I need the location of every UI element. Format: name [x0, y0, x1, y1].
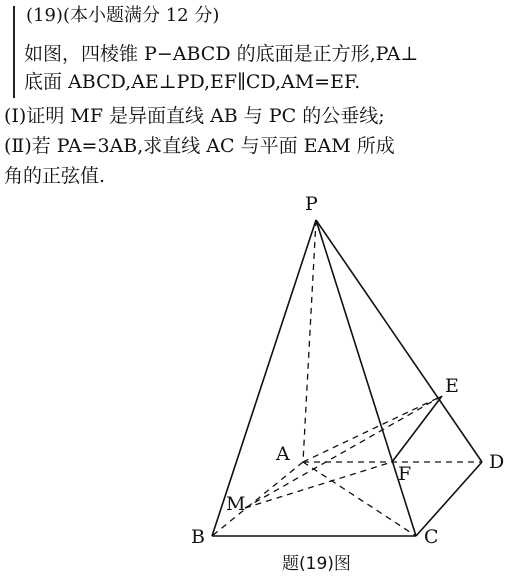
problem-line-1: 如图，四棱锥 P−ABCD 的底面是正方形,PA⊥	[24, 43, 419, 65]
problem-line-2: 底面 ABCD,AE⊥PD,EF∥CD,AM=EF.	[24, 71, 361, 93]
edge-PA	[303, 220, 316, 462]
part-2-line-1: (Ⅱ)若 PA=3AB,求直线 AC 与平面 EAM 所成	[4, 135, 395, 157]
solid-edges	[212, 220, 482, 536]
edge-PC	[316, 220, 416, 536]
edge-PB	[212, 220, 316, 536]
label-C: C	[424, 526, 439, 548]
segment-ME	[245, 396, 442, 508]
edge-CD	[416, 462, 482, 536]
label-B: B	[191, 526, 205, 548]
problem-header: (19)(本小题满分 12 分)	[26, 5, 220, 26]
label-E: E	[445, 375, 459, 397]
label-A: A	[276, 443, 290, 465]
part-1: (Ⅰ)证明 MF 是异面直线 AB 与 PC 的公垂线;	[4, 105, 385, 127]
label-D: D	[489, 451, 505, 473]
hidden-edges	[212, 220, 482, 536]
label-M: M	[226, 493, 246, 515]
part-2-line-2: 角的正弦值.	[4, 165, 106, 187]
segment-AE	[303, 396, 442, 462]
segment-EF	[392, 396, 442, 462]
segment-MF	[245, 462, 392, 508]
figure-caption: 题(19)图	[282, 554, 351, 574]
label-F: F	[398, 463, 412, 485]
edge-PD	[316, 220, 482, 462]
label-P: P	[305, 193, 318, 215]
